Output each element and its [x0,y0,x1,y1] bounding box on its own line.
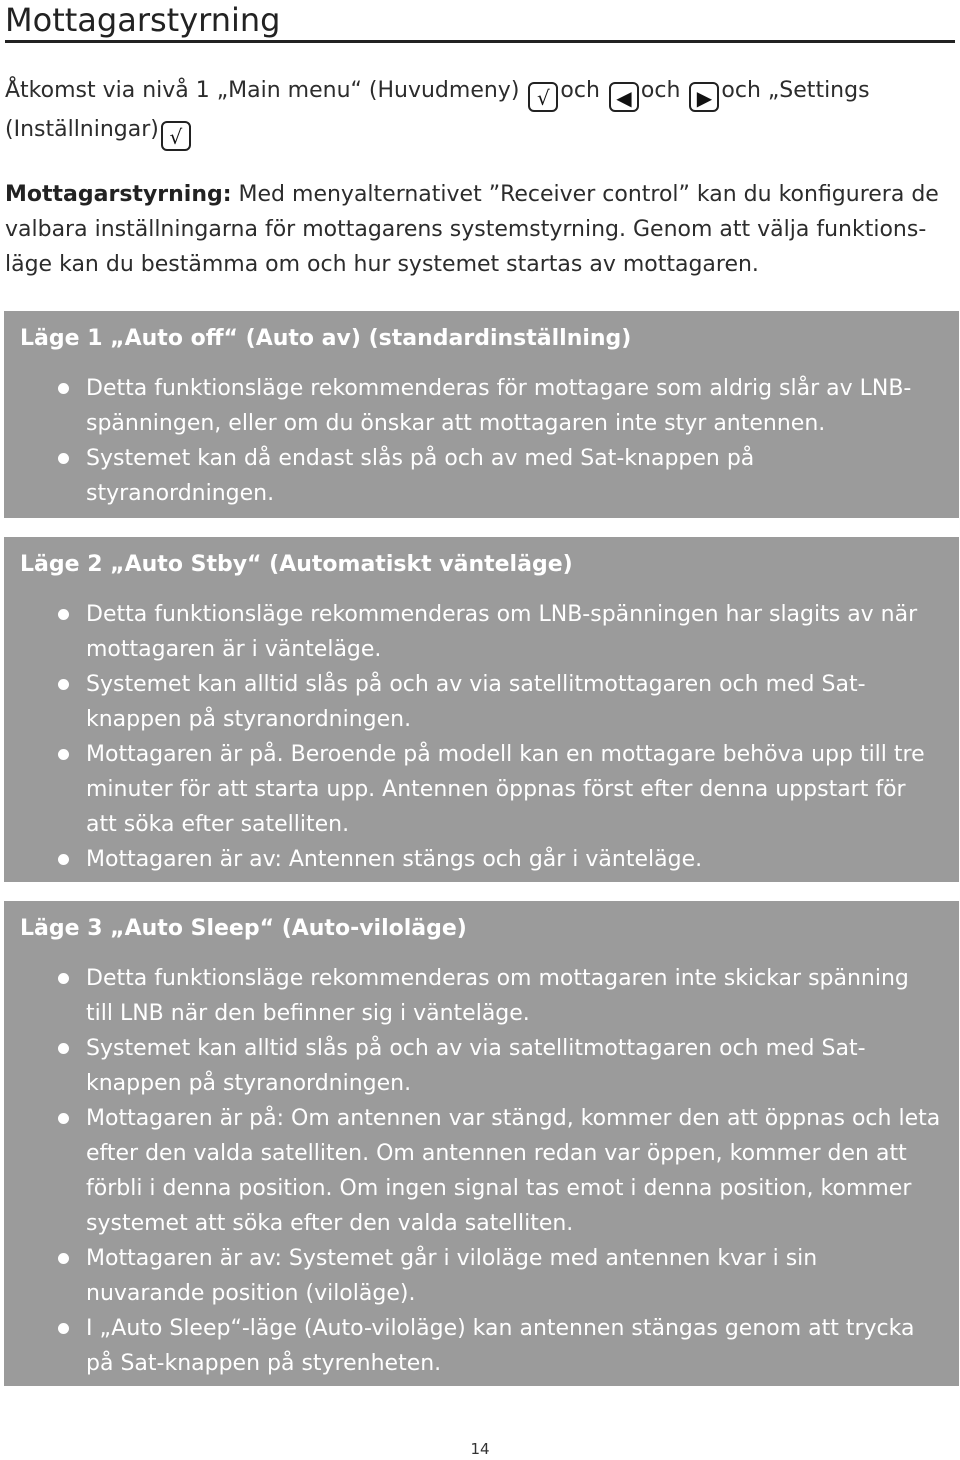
mode-3-box [4,901,959,1386]
intro-text: Med menyalternativet ”Receiver control” kan du konfigurera de valbara inställningarna för mottagarens systemstyrning. Genom att välja funktions-läge kan du bestämma om och hur systemet startas av mottagaren. [5,182,939,277]
bullet-icon [58,973,69,984]
access-text-1: Åtkomst via nivå 1 „Main menu“ (Huvudmeny) [5,78,520,103]
list-item [20,371,941,441]
list-item-text: Systemet kan då endast slås på och av med Sat-knappen på styranordningen. [86,446,755,506]
mode-1-box [4,311,959,518]
arrow-right-key-icon: ▶ [689,82,719,112]
access-text-5: (Inställningar) [5,117,159,142]
page-number: 14 [470,1440,490,1458]
mode-1-list [20,371,941,511]
list-item [20,667,941,737]
list-item [20,1101,941,1241]
intro-bold-label: Mottagarstyrning: [5,182,232,207]
list-item-text: Detta funktionsläge rekommenderas om LNB-spänningen har slagits av när mottagaren är i vänteläge. [86,602,918,662]
list-item-text: Detta funktionsläge rekommenderas om mottagaren inte skickar spänning till LNB när den befinner sig i vänteläge. [86,966,909,1026]
bullet-icon [58,854,69,865]
bullet-icon [58,679,69,690]
mode-2-list [20,597,941,877]
list-item-text: Mottagaren är av: Systemet går i viloläge med antennen kvar i sin nuvarande position (viloläge). [86,1246,818,1306]
arrow-left-key-icon: ◀ [609,82,639,112]
access-path [5,73,955,151]
mode-3-list [20,961,941,1381]
list-item-text: Systemet kan alltid slås på och av via satellitmottagaren och med Sat-knappen på styranordningen. [86,1036,866,1096]
list-item [20,961,941,1031]
bullet-icon [58,1043,69,1054]
mode-3-heading: Läge 3 „Auto Sleep“ (Auto-viloläge) [20,916,467,941]
list-item-text: Mottagaren är av: Antennen stängs och går i vänteläge. [86,847,703,872]
list-item [20,1241,941,1311]
access-text-2: och [560,78,600,103]
mode-2-box [4,537,959,882]
mode-2-heading: Läge 2 „Auto Stby“ (Automatiskt vänteläge) [20,552,573,577]
list-item-text: I „Auto Sleep“-läge (Auto-viloläge) kan antennen stängas genom att trycka på Sat-knappen på styrenheten. [86,1316,915,1376]
bullet-icon [58,749,69,760]
bullet-icon [58,1323,69,1334]
bullet-icon [58,383,69,394]
bullet-icon [58,1253,69,1264]
list-item [20,1031,941,1101]
list-item [20,737,941,842]
list-item-text: Systemet kan alltid slås på och av via satellitmottagaren och med Sat-knappen på styranordningen. [86,672,866,732]
list-item-text: Detta funktionsläge rekommenderas för mottagare som aldrig slår av LNB-spänningen, eller om du önskar att mottagaren inte styr antennen. [86,376,912,436]
list-item [20,1311,941,1381]
page-title: Mottagarstyrning [5,0,955,43]
bullet-icon [58,1113,69,1124]
intro-paragraph [5,177,955,282]
list-item [20,842,941,877]
access-text-4: och „Settings [721,78,870,103]
list-item [20,441,941,511]
bullet-icon [58,453,69,464]
list-item-text: Mottagaren är på. Beroende på modell kan en mottagare behöva upp till tre minuter för att starta upp. Antennen öppnas först efter denna uppstart för att söka efter satelliten. [86,742,925,837]
access-text-3: och [640,78,681,103]
confirm-key-icon: √ [528,82,558,112]
confirm-key-icon-2: √ [161,121,191,151]
bullet-icon [58,609,69,620]
mode-1-heading: Läge 1 „Auto off“ (Auto av) (standardinställning) [20,326,632,351]
list-item [20,597,941,667]
list-item-text: Mottagaren är på: Om antennen var stängd, kommer den att öppnas och leta efter den valda satelliten. Om antennen redan var öppen, kommer den att förbli i denna position. Om ingen signal tas emot i denna position, kommer systemet att söka efter den valda satelliten. [86,1106,941,1236]
